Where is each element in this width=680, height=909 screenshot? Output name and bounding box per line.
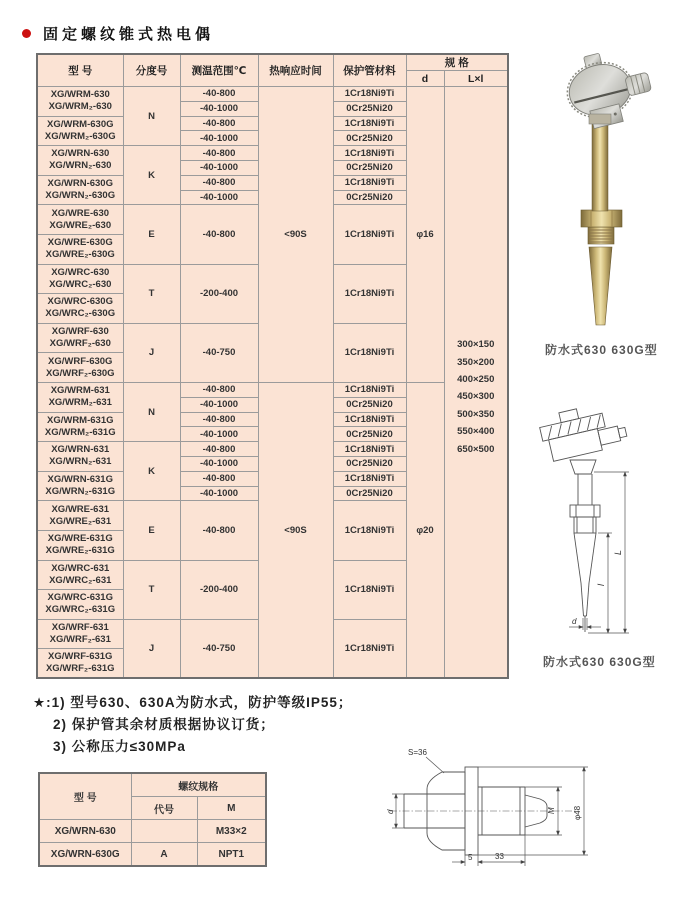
spec-cell: -40-1000 bbox=[180, 456, 258, 471]
spec-cell: 1Cr18Ni9Ti bbox=[333, 323, 406, 382]
spec-cell: XG/WRM-630G XG/WRM₂-630G bbox=[37, 116, 123, 146]
fitting-section-drawing bbox=[382, 742, 672, 897]
spec-cell: XG/WRM-631 XG/WRM₂-631 bbox=[37, 382, 123, 412]
spec-cell: -40-800 bbox=[180, 205, 258, 264]
spec-cell: XG/WRN-630 bbox=[39, 820, 131, 843]
spec-cell: -40-1000 bbox=[180, 427, 258, 442]
spec-cell: K bbox=[123, 146, 180, 205]
spec-cell: -40-800 bbox=[180, 442, 258, 457]
spec-cell: -200-400 bbox=[180, 264, 258, 323]
spec-cell: 1Cr18Ni9Ti bbox=[333, 146, 406, 161]
spec-cell: J bbox=[123, 619, 180, 678]
spec-cell: XG/WRE-630 XG/WRE₂-630 bbox=[37, 205, 123, 235]
thread-header-spec: 螺纹规格 bbox=[131, 773, 266, 797]
spec-cell: XG/WRC-630G XG/WRC₂-630G bbox=[37, 294, 123, 324]
spec-cell: A bbox=[131, 843, 197, 867]
spec-cell: -40-750 bbox=[180, 323, 258, 382]
spec-cell: T bbox=[123, 560, 180, 619]
spec-cell: φ16 bbox=[406, 87, 444, 383]
dim-d-label: d bbox=[572, 617, 577, 626]
thermocouple-drawing bbox=[512, 402, 667, 652]
tech-33-label: 33 bbox=[495, 852, 504, 861]
note-line: 2) 保护管其余材质根据协议订货； bbox=[53, 717, 275, 732]
spec-cell: <90S bbox=[258, 382, 333, 678]
header-response: 热响应时间 bbox=[258, 54, 333, 87]
dim-l-label: l bbox=[596, 584, 606, 586]
spec-cell: XG/WRN-630 XG/WRN₂-630 bbox=[37, 146, 123, 176]
spec-cell: -40-1000 bbox=[180, 397, 258, 412]
spec-cell: K bbox=[123, 442, 180, 501]
spec-cell: -200-400 bbox=[180, 560, 258, 619]
spec-cell: XG/WRE-631G XG/WRE₂-631G bbox=[37, 530, 123, 560]
thermocouple-photo bbox=[545, 50, 655, 345]
spec-cell: XG/WRN-631G XG/WRN₂-631G bbox=[37, 471, 123, 501]
spec-table-body bbox=[37, 87, 508, 679]
page-title: 固定螺纹锥式热电偶 bbox=[43, 26, 215, 43]
spec-cell: E bbox=[123, 501, 180, 560]
thread-table-body bbox=[39, 820, 266, 867]
red-bullet-icon bbox=[22, 29, 31, 38]
spec-cell: N bbox=[123, 87, 180, 146]
spec-cell: -40-800 bbox=[180, 471, 258, 486]
spec-cell: 0Cr25Ni20 bbox=[333, 486, 406, 501]
spec-cell: -40-800 bbox=[180, 116, 258, 131]
header-d: d bbox=[406, 71, 444, 87]
drawing-caption: 防水式630 630G型 bbox=[543, 655, 656, 669]
photo-cone bbox=[589, 247, 612, 325]
notes-block bbox=[33, 692, 352, 758]
spec-cell: 1Cr18Ni9Ti bbox=[333, 471, 406, 486]
spec-cell: 0Cr25Ni20 bbox=[333, 427, 406, 442]
spec-cell: XG/WRF-631 XG/WRF₂-631 bbox=[37, 619, 123, 649]
dim-L-label: L bbox=[613, 549, 623, 555]
spec-table-header bbox=[37, 54, 508, 87]
tech-dia-label: φ48 bbox=[573, 805, 582, 820]
spec-cell: XG/WRF-631G XG/WRF₂-631G bbox=[37, 649, 123, 679]
spec-cell: XG/WRN-631 XG/WRN₂-631 bbox=[37, 442, 123, 472]
spec-cell: E bbox=[123, 205, 180, 264]
spec-cell: <90S bbox=[258, 87, 333, 383]
thread-header-model: 型 号 bbox=[39, 773, 131, 820]
spec-cell: 1Cr18Ni9Ti bbox=[333, 116, 406, 131]
thread-spec-table bbox=[38, 772, 267, 867]
spec-cell: -40-1000 bbox=[180, 131, 258, 146]
spec-table bbox=[36, 53, 509, 679]
photo-neck bbox=[589, 114, 611, 124]
spec-cell: XG/WRF-630G XG/WRF₂-630G bbox=[37, 353, 123, 383]
spec-cell: 1Cr18Ni9Ti bbox=[333, 560, 406, 619]
spec-cell: -40-1000 bbox=[180, 101, 258, 116]
header-range: 测温范围℃ bbox=[180, 54, 258, 87]
spec-cell: φ20 bbox=[406, 382, 444, 678]
spec-cell: XG/WRN-630G XG/WRN₂-630G bbox=[37, 175, 123, 205]
tech-five-label: 5 bbox=[468, 853, 473, 862]
spec-cell: -40-800 bbox=[180, 87, 258, 102]
spec-cell: M33×2 bbox=[197, 820, 266, 843]
spec-cell: -40-800 bbox=[180, 146, 258, 161]
spec-cell: 1Cr18Ni9Ti bbox=[333, 382, 406, 397]
photo-caption: 防水式630 630G型 bbox=[545, 343, 658, 357]
spec-cell: XG/WRE-630G XG/WRE₂-630G bbox=[37, 234, 123, 264]
spec-cell: 0Cr25Ni20 bbox=[333, 456, 406, 471]
spec-cell: 1Cr18Ni9Ti bbox=[333, 442, 406, 457]
photo-tube bbox=[592, 123, 608, 211]
spec-cell: 0Cr25Ni20 bbox=[333, 160, 406, 175]
spec-cell: XG/WRC-631 XG/WRC₂-631 bbox=[37, 560, 123, 590]
spec-cell: T bbox=[123, 264, 180, 323]
spec-cell: 300×150 350×200 400×250 450×300 500×350 550×400 650×500 bbox=[444, 87, 508, 679]
header-material: 保护管材料 bbox=[333, 54, 406, 87]
spec-cell: J bbox=[123, 323, 180, 382]
spec-cell: 0Cr25Ni20 bbox=[333, 397, 406, 412]
spec-cell: 1Cr18Ni9Ti bbox=[333, 87, 406, 102]
spec-cell: -40-800 bbox=[180, 412, 258, 427]
spec-cell: -40-1000 bbox=[180, 190, 258, 205]
note-line: 3) 公称压力≤30MPa bbox=[53, 739, 186, 754]
tech-m-label: M bbox=[547, 807, 556, 814]
note-line: ★:1) 型号630、630A为防水式，防护等级IP55； bbox=[33, 695, 353, 710]
spec-cell: 1Cr18Ni9Ti bbox=[333, 175, 406, 190]
spec-cell: 1Cr18Ni9Ti bbox=[333, 264, 406, 323]
spec-cell: NPT1 bbox=[197, 843, 266, 867]
spec-cell: 1Cr18Ni9Ti bbox=[333, 412, 406, 427]
spec-cell: -40-1000 bbox=[180, 486, 258, 501]
tech-s-label: S=36 bbox=[408, 748, 427, 757]
spec-cell: XG/WRN-630G bbox=[39, 843, 131, 867]
header-spec: 规 格 bbox=[406, 54, 508, 71]
spec-cell: 0Cr25Ni20 bbox=[333, 190, 406, 205]
page-title-row bbox=[22, 23, 214, 44]
spec-cell: -40-800 bbox=[180, 501, 258, 560]
spec-cell: -40-800 bbox=[180, 382, 258, 397]
spec-cell bbox=[131, 820, 197, 843]
spec-cell: XG/WRE-631 XG/WRE₂-631 bbox=[37, 501, 123, 531]
spec-cell: -40-1000 bbox=[180, 160, 258, 175]
thread-header-code: 代号 bbox=[131, 797, 197, 820]
header-lxl: L×l bbox=[444, 71, 508, 87]
header-graduation: 分度号 bbox=[123, 54, 180, 87]
spec-cell: 1Cr18Ni9Ti bbox=[333, 501, 406, 560]
photo-hex-nut bbox=[581, 210, 622, 227]
header-model: 型 号 bbox=[37, 54, 123, 87]
spec-cell: XG/WRF-630 XG/WRF₂-630 bbox=[37, 323, 123, 353]
thread-header-m: M bbox=[197, 797, 266, 820]
spec-cell: N bbox=[123, 382, 180, 441]
spec-cell: XG/WRC-631G XG/WRC₂-631G bbox=[37, 590, 123, 620]
spec-cell: 1Cr18Ni9Ti bbox=[333, 205, 406, 264]
spec-cell: 0Cr25Ni20 bbox=[333, 131, 406, 146]
spec-cell: XG/WRC-630 XG/WRC₂-630 bbox=[37, 264, 123, 294]
spec-cell: -40-800 bbox=[180, 175, 258, 190]
spec-cell: XG/WRM-630 XG/WRM₂-630 bbox=[37, 87, 123, 117]
spec-cell: 0Cr25Ni20 bbox=[333, 101, 406, 116]
spec-cell: 1Cr18Ni9Ti bbox=[333, 619, 406, 678]
tech-d-label: d bbox=[386, 809, 395, 814]
spec-cell: -40-750 bbox=[180, 619, 258, 678]
spec-cell: XG/WRM-631G XG/WRM₂-631G bbox=[37, 412, 123, 442]
